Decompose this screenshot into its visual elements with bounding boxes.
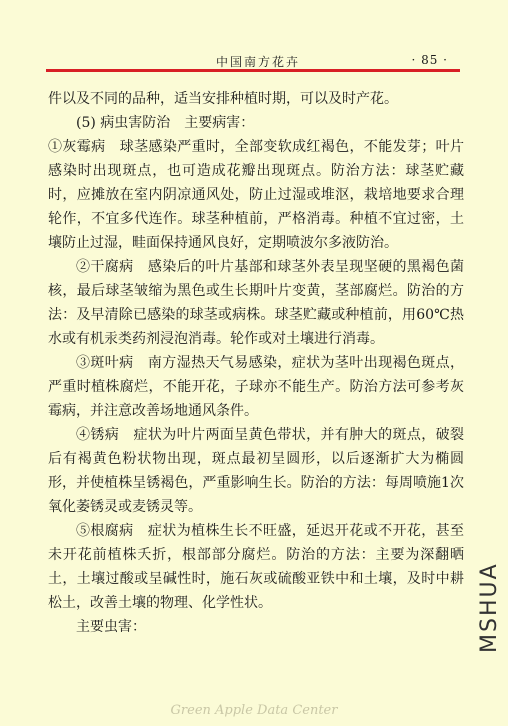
paragraph: 件以及不同的品种，适当安排种植时期，可以及时产花。 (48, 91, 398, 107)
header-title: 中国南方花卉 (216, 55, 301, 69)
bottom-watermark: Green Apple Data Center (170, 703, 338, 718)
side-watermark: MSHUA (477, 562, 502, 653)
paragraph: ①灰霉病 球茎感染严重时，全部变软成红褐色，不能发芽；叶片感染时出现斑点，也可造成花瓣出现斑点。防治方法：球茎贮藏时，应摊放在室内阴凉通风处，防止过湿或堆沤，栽培地要求合理轮作，不宜多代连作。球茎种植前，严格消毒。种植不宜过密，土壤防止过湿，畦面保持通风良好，定期喷波尔多液防治。 (48, 139, 464, 251)
paragraph: 主要虫害： (76, 619, 146, 635)
header-rule (46, 69, 460, 72)
body-text (48, 87, 464, 639)
paragraph: ⑤根腐病 症状为植株生长不旺盛，延迟开花或不开花，甚至未开花前植株夭折，根部部分腐烂。防治的方法：主要为深翻晒土，土壤过酸或呈碱性时，施石灰或硫酸亚铁中和土壤，及时中耕松土，改善土壤的物理、化学性状。 (48, 523, 464, 611)
paragraph: ②干腐病 感染后的叶片基部和球茎外表呈现坚硬的黑褐色菌核，最后球茎皱缩为黑色或生长期叶片变黄，茎部腐烂。防治的方法：及早清除已感染的球茎或病株。球茎贮藏或种植前，用60℃热水或有机汞类药剂浸泡消毒。轮作或对土壤进行消毒。 (48, 259, 464, 347)
running-header (46, 53, 460, 69)
paragraph: ④锈病 症状为叶片两面呈黄色带状，并有肿大的斑点，破裂后有褐黄色粉状物出现，斑点最初呈圆形，以后逐渐扩大为椭圆形，并使植株呈锈褐色，严重影响生长。防治的方法：每周喷施1次氧化萎锈灵或麦锈灵等。 (48, 427, 464, 515)
paragraph: ③斑叶病 南方湿热天气易感染，症状为茎叶出现褐色斑点，严重时植株腐烂，不能开花，子球亦不能生产。防治方法可参考灰霉病，并注意改善场地通风条件。 (48, 355, 464, 419)
page-number: · 85 · (411, 53, 448, 67)
paragraph: (5) 病虫害防治 主要病害： (76, 115, 255, 131)
